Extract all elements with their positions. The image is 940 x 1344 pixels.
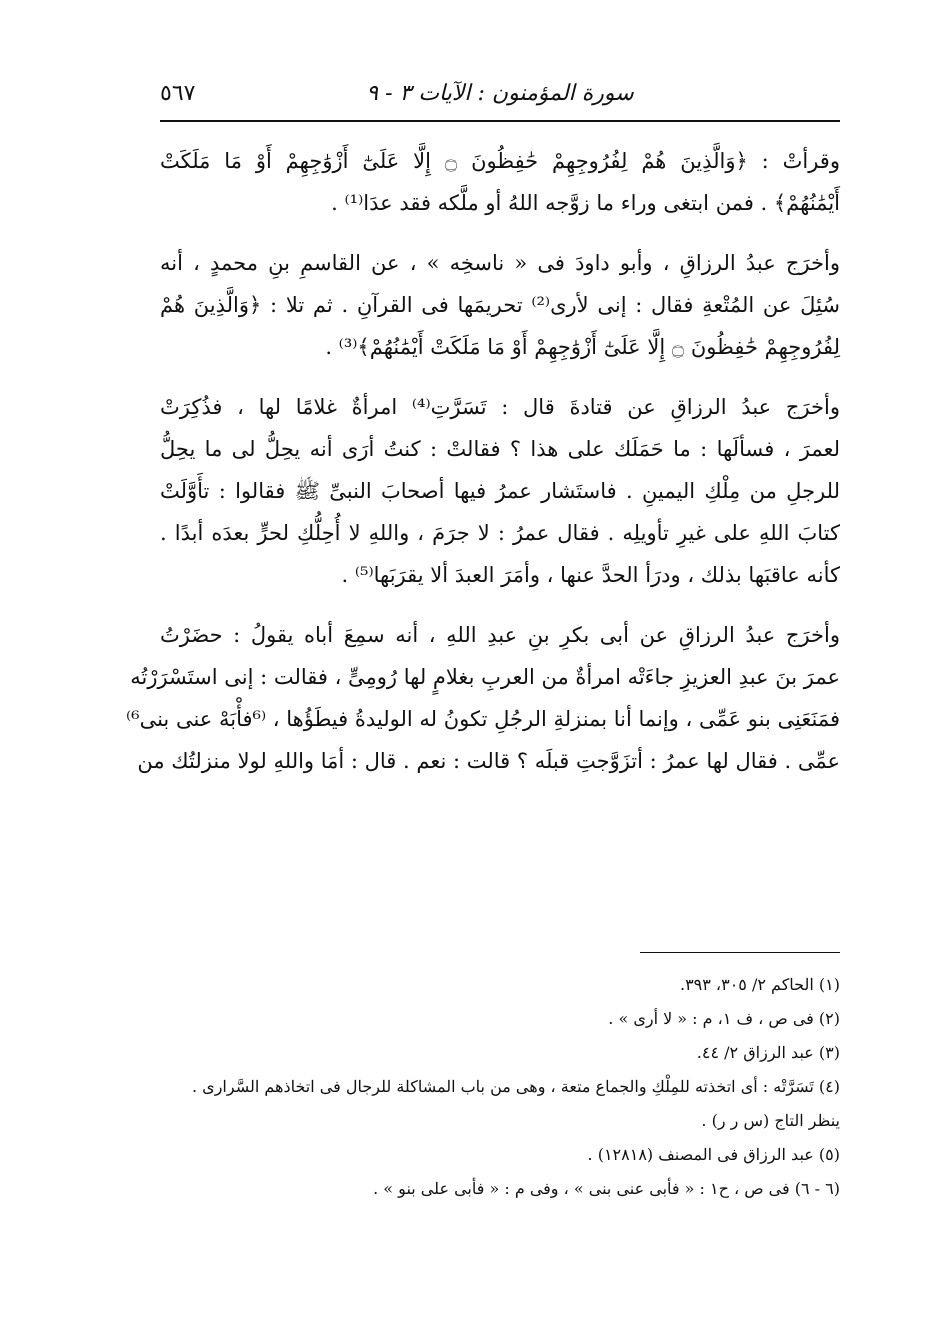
footnotes (160, 968, 840, 1206)
page-number: ٥٦٧ (160, 81, 196, 106)
text-line: وأخرَج عبدُ الرزاقِ عن أبى بكرِ بنِ عبدِ اللهِ ، أنه سمِعَ أباه يقولُ : حضَرْتُ (160, 623, 840, 647)
text-line: لعمرَ ، فسألَها : ما حَمَلَك على هذا ؟ فقالتْ : كنتُ أرَى أنه يحِلُّ لى ما يحِلُّ (160, 437, 840, 461)
footnote-1: (١) الحاكم ٢/ ٣٠٥، ٣٩٣. (679, 975, 840, 994)
text-line: سُئِلَ عن المُتْعةِ فقال : إنى لأرى⁽²⁾ تحريمَها فى القرآنِ . ثم تلا : ﴿وَالَّذِينَ هُمْ (160, 293, 841, 317)
paragraph-1 (160, 140, 840, 224)
footnote-divider (640, 952, 840, 953)
text-line: أَيْمَٰنُهُمْ﴾ . فمن ابتغى وراء ما زوَّجه اللهُ أو ملَّكه فقد عدَا⁽¹⁾ . (331, 191, 840, 215)
footnote-4-continuation: ينظر التاج (س ر ر) . (701, 1111, 840, 1130)
footnote-4: (٤) تَسَرَّتْه : أى اتخذته للمِلْكِ والجماع متعة ، وهى من باب المشاكلة للرجال فى اتخاذهم السَّرارى . (192, 1077, 840, 1096)
text-line: عمرَ بنَ عبدِ العزيزِ جاءَتْه امرأةٌ من العربِ بغلامٍ لها رُومِىٍّ ، فقالت : إنى استَسْرَرْتُه (130, 665, 840, 689)
text-line: كأنه عاقبَها بذلك ، ودرَأ الحدَّ عنها ، وأمَرَ العبدَ ألا يقرَبَها⁽⁵⁾ . (341, 563, 840, 587)
text-line: عمِّى . فقال لها عمرُ : أتزَوَّجتِ قبلَه ؟ قالت : نعم . قال : أمَا واللهِ لولا منزلتُك من (137, 749, 840, 773)
text-line: فمَنَعَنِى بنو عَمِّى ، وإنما أنا بمنزلةِ الرجُلِ تكونُ له الوليدةُ فيطَؤُها ، ⁽⁶فأْبَهْ عنى بنى⁶⁾ (126, 707, 840, 731)
footnote-5: (٥) عبد الرزاق فى المصنف (١٢٨١٨) . (587, 1145, 840, 1164)
text-line: كتابَ اللهِ على غيرِ تأويلِه . فقال عمرُ : لا جرَمَ ، واللهِ لا أُحِلُّكِ لحرٍّ بعدَه أبدًا . (160, 521, 840, 545)
text-line: لِفُرُوجِهِمْ حَٰفِظُونَ ۝ إِلَّا عَلَىٰٓ أَزْوَٰجِهِمْ أَوْ مَا مَلَكَتْ أَيْمَٰنُهُمْ﴾⁽³⁾ . (325, 335, 840, 359)
paragraph-4 (126, 614, 840, 782)
header-divider (160, 120, 840, 122)
page-header (160, 74, 840, 114)
footnote-6: (٦ - ٦) فى ص ، ح١ : « فأبى عنى بنى » ، وفى م : « فأبى على بنو » . (373, 1179, 840, 1198)
text-line: وأخرَج عبدُ الرزاقِ عن قتادةَ قال : تَسَرَّتِ⁽⁴⁾ امرأةٌ غلامًا لها ، فذُكِرَتْ (160, 395, 841, 419)
footnote-3: (٣) عبد الرزاق ٢/ ٤٤. (696, 1043, 840, 1062)
main-text (126, 140, 841, 782)
footnote-2: (٢) فى ص ، ف ١، م : « لا أرى » . (608, 1009, 840, 1028)
running-title: سورة المؤمنون : الآيات ٣ - ٩ (366, 81, 634, 106)
paragraph-3 (160, 386, 840, 596)
text-line: وأخرَج عبدُ الرزاقِ ، وأبو داودَ فى « ناسخِه » ، عن القاسمِ بنِ محمدٍ ، أنه (160, 251, 840, 275)
paragraph-2 (160, 242, 840, 368)
text-line: للرجلِ من مِلْكِ اليمينِ . فاستَشار عمرُ فيها أصحابَ النبىِّ ﷺ فقالوا : تأَوَّلَتْ (160, 479, 840, 503)
text-line: وقرأتْ : ﴿وَالَّذِينَ هُمْ لِفُرُوجِهِمْ حَٰفِظُونَ ۝ إِلَّا عَلَىٰٓ أَزْوَٰجِهِمْ أَوْ مَا مَلَكَتْ (160, 149, 840, 173)
